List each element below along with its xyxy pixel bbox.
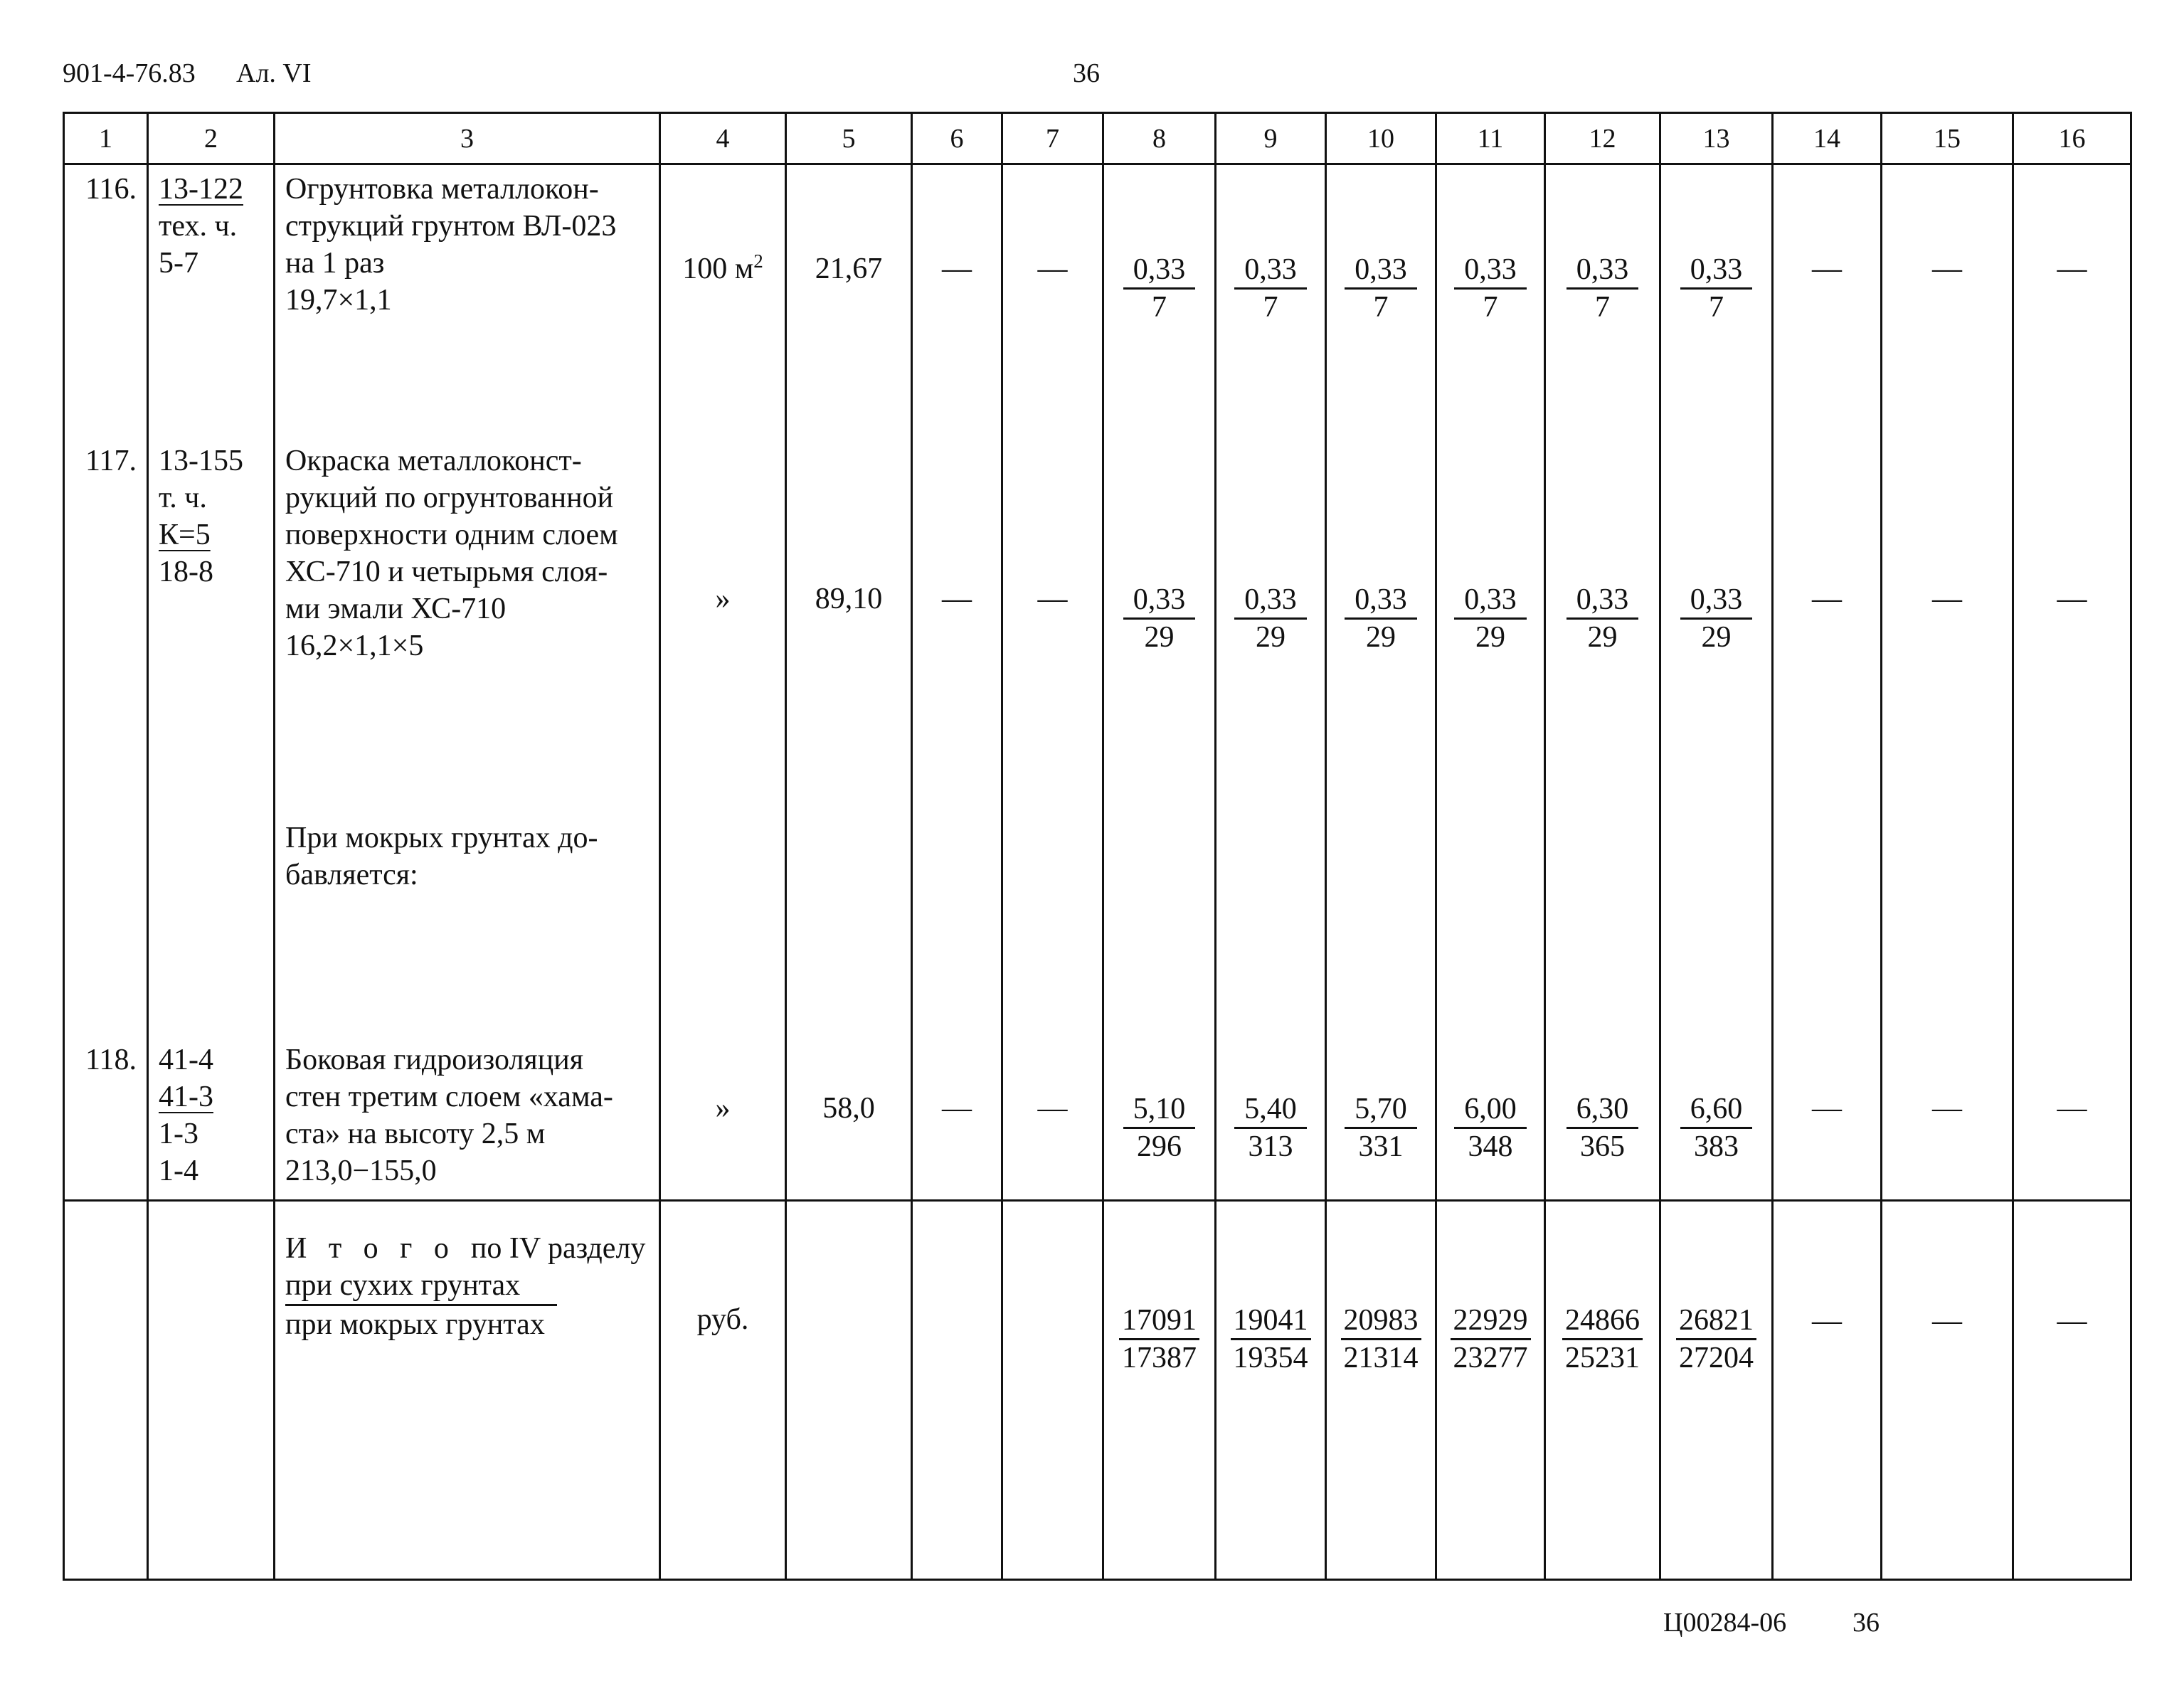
description-line: поверхности одним слоем [285,519,618,551]
fraction-value: $\frac{6,00}{348}$ [1437,1091,1544,1165]
col-header-8: 8 [1103,113,1216,164]
item-number: 117. [85,445,137,477]
description-line: стен третим слоем «хама- [285,1081,613,1113]
total-label-cell [275,1201,660,1580]
quantity-column [786,164,912,1201]
dash: — [1037,1092,1068,1125]
quantity: 58,0 [822,1092,875,1125]
description-line: Окраска металлоконст- [285,445,582,477]
description-line: 16,2×1,1×5 [285,630,424,662]
col-header-3: 3 [275,113,660,164]
column-12 [1545,164,1660,1201]
unit: 100 $м^2$ [682,250,763,285]
total-col-16 [2013,1201,2131,1580]
col-header-6: 6 [912,113,1002,164]
column-8 [1103,164,1216,1201]
item-number: 118. [85,1044,137,1076]
reference-line: тех. ч. [159,210,238,243]
fraction-value: $\frac{0,33}{7}$ [1216,252,1325,326]
fraction-value: $\frac{0,33}{7}$ [1546,252,1659,326]
reference-line: 41-3 [159,1081,213,1113]
reference-line: 1-4 [159,1155,198,1187]
total-label-section: по IV разделу [470,1232,646,1265]
reference-line: 13-122 [159,173,243,206]
work-description [275,1041,659,1189]
fraction-value: $\frac{0,33}{29}$ [1104,582,1214,656]
reference-line: 13-155 [159,445,243,477]
estimate-table [63,112,2132,1581]
total-fraction: $\frac{26821}{27204}$ [1661,1303,1771,1377]
description-column [275,164,660,1201]
total-col-14 [1773,1201,1882,1580]
dash: — [2057,1305,2087,1337]
total-fraction: $\frac{24866}{25231}$ [1546,1303,1659,1377]
wet-soil-label: при мокрых грунтах [285,1308,545,1341]
total-row [64,1201,2131,1580]
note-line: бавляется: [285,859,418,891]
col-header-2: 2 [148,113,275,164]
total-col-8 [1103,1201,1216,1580]
fraction-value: $\frac{0,33}{7}$ [1661,252,1771,326]
album-label: Ал. VI [236,58,312,88]
unit: » [715,1092,731,1125]
total-label-spaced: И т о г о [285,1232,456,1265]
fraction-value: $\frac{0,33}{29}$ [1546,582,1659,656]
unit: » [715,583,731,615]
unit-column [660,164,786,1201]
dash: — [2057,583,2087,615]
page-number-bottom: 36 [1852,1608,1880,1638]
total-label [275,1230,659,1343]
dash: — [1932,1305,1962,1337]
item-number: 116. [85,173,137,206]
col-header-16: 16 [2013,113,2131,164]
wet-soil-note [275,820,659,893]
total-col-13 [1660,1201,1773,1580]
dash: — [1037,253,1068,285]
fraction-value: $\frac{5,40}{313}$ [1216,1091,1325,1165]
dash: — [1812,1092,1842,1125]
description-line: Огрунтовка металлокон- [285,173,599,206]
dash: — [1932,583,1962,615]
total-col-9 [1216,1201,1326,1580]
fraction-value: $\frac{0,33}{29}$ [1437,582,1544,656]
col-header-13: 13 [1660,113,1773,164]
dash: — [1812,583,1842,615]
col-header-4: 4 [660,113,786,164]
dash: — [2057,1092,2087,1125]
quantity: 89,10 [815,583,883,615]
document-code: 901-4-76.83 [63,58,196,88]
description-line: ХС-710 и четырьмя слоя- [285,556,608,588]
fraction-value: $\frac{6,60}{383}$ [1661,1091,1771,1165]
dash: — [1812,253,1842,285]
total-fraction: $\frac{17091}{17387}$ [1104,1303,1214,1377]
dash: — [1932,1092,1962,1125]
description-line: Боковая гидроизоляция [285,1044,584,1076]
reference [149,171,273,282]
note-line: При мокрых грунтах до- [285,822,598,854]
work-description [275,442,659,664]
col-header-11: 11 [1436,113,1545,164]
dash: — [942,1092,972,1125]
description-line: ми эмали ХС-710 [285,593,507,625]
description-line: 19,7×1,1 [285,284,392,317]
fraction-value: $\frac{5,10}{296}$ [1104,1091,1214,1165]
total-fraction: $\frac{20983}{21314}$ [1327,1303,1435,1377]
col-header-10: 10 [1326,113,1436,164]
total-unit: руб. [696,1303,749,1336]
work-description [275,171,659,319]
dash: — [942,583,972,615]
column-14 [1773,164,1882,1201]
col-header-5: 5 [786,113,912,164]
total-fraction: $\frac{19041}{19354}$ [1216,1303,1325,1377]
dash: — [1812,1305,1842,1337]
fraction-value: $\frac{5,70}{331}$ [1327,1091,1435,1165]
col-header-15: 15 [1882,113,2013,164]
total-col-15 [1882,1201,2013,1580]
col-header-14: 14 [1773,113,1882,164]
col-header-12: 12 [1545,113,1660,164]
column-16 [2013,164,2131,1201]
page-number-top: 36 [1073,58,1100,88]
item-number-column [64,164,148,1201]
description-line: 213,0−155,0 [285,1155,437,1187]
fraction-value: $\frac{0,33}{7}$ [1104,252,1214,326]
column-6 [912,164,1002,1201]
description-line: рукций по огрунтованной [285,482,614,514]
col-header-7: 7 [1002,113,1103,164]
column-header-row [64,113,2131,164]
reference [149,1041,273,1189]
total-col-1 [64,1201,148,1580]
description-line: ста» на высоту 2,5 м [285,1118,546,1150]
dash: — [1037,583,1068,615]
dry-soil-label: при сухих грунтах [285,1267,557,1306]
total-col-5 [786,1201,912,1580]
total-col-2 [148,1201,275,1580]
fraction-value: $\frac{6,30}{365}$ [1546,1091,1659,1165]
column-11 [1436,164,1545,1201]
fraction-value: $\frac{0,33}{29}$ [1661,582,1771,656]
reference-line: 18-8 [159,556,213,588]
reference-column [148,164,275,1201]
reference-line: 41-4 [159,1044,213,1076]
total-col-7 [1002,1201,1103,1580]
footer-document-code: Ц00284-06 [1663,1608,1787,1638]
quantity: 21,67 [815,253,883,285]
column-9 [1216,164,1326,1201]
reference-line: т. ч. [159,482,207,514]
reference [149,442,273,590]
dash: — [942,253,972,285]
reference-line: 1-3 [159,1118,198,1150]
description-line: струкций грунтом ВЛ-023 [285,210,617,243]
reference-line: 5-7 [159,247,198,280]
total-fraction: $\frac{22929}{23277}$ [1437,1303,1544,1377]
column-13 [1660,164,1773,1201]
total-unit-cell [660,1201,786,1580]
column-10 [1326,164,1436,1201]
fraction-value: $\frac{0,33}{29}$ [1216,582,1325,656]
total-col-6 [912,1201,1002,1580]
description-line: на 1 раз [285,247,385,280]
fraction-value: $\frac{0,33}{29}$ [1327,582,1435,656]
col-header-9: 9 [1216,113,1326,164]
total-col-12 [1545,1201,1660,1580]
col-header-1: 1 [64,113,148,164]
dash: — [2057,253,2087,285]
total-col-11 [1436,1201,1545,1580]
reference-line: К=5 [159,519,211,551]
column-7 [1002,164,1103,1201]
fraction-value: $\frac{0,33}{7}$ [1327,252,1435,326]
fraction-value: $\frac{0,33}{7}$ [1437,252,1544,326]
dash: — [1932,253,1962,285]
column-15 [1882,164,2013,1201]
total-col-10 [1326,1201,1436,1580]
items-row [64,164,2131,1201]
